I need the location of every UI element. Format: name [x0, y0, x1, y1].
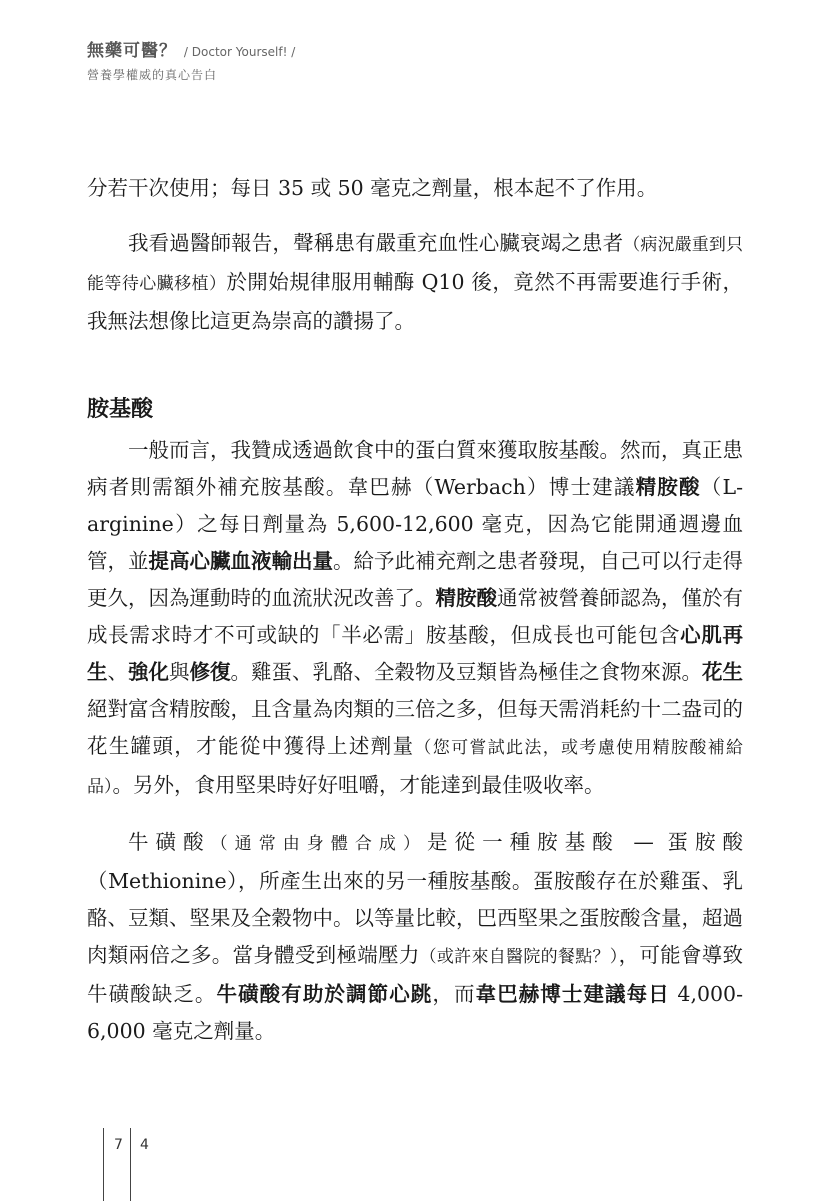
text-run: 於開始規律服用輔酶 Q10 後，竟然不再需要進行手術，我無法想像比這更為崇高的讚揚了。	[87, 270, 743, 333]
text-run: ，可能會導致牛磺酸缺乏。	[87, 943, 744, 1006]
footer-rule-left	[103, 1128, 104, 1201]
aside-note: （通常由身體合成）	[210, 834, 427, 854]
bold-term: 花生	[702, 660, 743, 684]
paragraph-coq10	[87, 225, 743, 340]
bold-term: 精胺酸	[635, 475, 701, 499]
bold-term: 強化	[128, 660, 169, 684]
text-run: 。另外，食用堅果時好好咀嚼，才能達到最佳吸收率。	[112, 773, 605, 797]
page-number-digit: 4	[140, 1137, 149, 1153]
book-subtitle: 營養學權威的真心告白	[87, 68, 218, 82]
text-run: 、	[107, 660, 128, 684]
bold-term: 心肌再生	[87, 623, 744, 684]
text-run: 。給予此補充劑之患者發現，自己可以行走得更久，因為運動時的血流狀況改善了。	[87, 549, 743, 610]
text-run: 4,000-6,000 毫克之劑量。	[87, 982, 744, 1043]
text-run: 牛磺酸	[128, 830, 211, 854]
bold-term: 精胺酸	[435, 586, 497, 610]
page-footer	[0, 1128, 829, 1201]
page-body	[87, 170, 743, 1050]
aside-note: （或許來自醫院的餐點？）	[419, 947, 619, 967]
text-run: 一般而言，我贊成透過飲食中的蛋白質來獲取胺基酸。然而，真正患病者則需額外補充胺基酸。韋巴赫（Werbach）博士建議	[87, 438, 743, 499]
text-run: ，而	[432, 982, 476, 1006]
text-run: 與	[169, 660, 190, 684]
footer-rule-middle	[130, 1128, 131, 1201]
book-title-line	[87, 36, 295, 61]
book-title-english: / Doctor Yourself! /	[183, 45, 296, 59]
bold-term: 韋巴赫博士建議每日	[475, 982, 670, 1006]
page-number-digit: 7	[114, 1137, 123, 1153]
aside-note: （您可嘗試此法，或考慮使用精胺酸補給品）	[87, 738, 743, 797]
text-run: 是從一種胺基酸 — 蛋胺酸（Methionine），所產生出來的另一種胺基酸。蛋胺酸存在於雞蛋、乳酪、豆類、堅果及全穀物中。以等量比較，巴西堅果之蛋胺酸含量，超過肉類兩倍之多。當身體受到極端壓力	[87, 830, 743, 967]
aside-note: （病況嚴重到只能等待心臟移植）	[87, 235, 744, 294]
section-heading: 胺基酸	[87, 397, 154, 422]
running-header	[87, 36, 295, 83]
text-run: 絕對富含精胺酸，且含量為肉類的三倍之多，但每天需消耗約十二盎司的花生罐頭，才能從中獲得上述劑量	[87, 697, 743, 758]
bold-term: 提高心臟血液輸出量	[148, 549, 333, 573]
paragraph-continuation: 分若干次使用；每日 35 或 50 毫克之劑量，根本起不了作用。	[87, 176, 658, 200]
text-run: 。雞蛋、乳酪、全穀物及豆類皆為極佳之食物來源。	[230, 660, 702, 684]
paragraph-taurine	[87, 824, 743, 1050]
text-run: 通常被營養師認為，僅於有成長需求時才不可或缺的「半必需」胺基酸，但成長也可能包含	[87, 586, 743, 647]
bold-term: 牛磺酸有助於調節心跳	[216, 982, 433, 1006]
bold-term: 修復	[189, 660, 231, 684]
book-title: 無藥可醫？	[87, 41, 177, 61]
text-run: （L-arginine）之每日劑量為 5,600-12,600 毫克，因為它能開通週邊血管，並	[87, 475, 744, 573]
paragraph-arginine	[87, 432, 743, 806]
text-run: 我看過醫師報告，聲稱患有嚴重充血性心臟衰竭之患者	[128, 231, 624, 255]
